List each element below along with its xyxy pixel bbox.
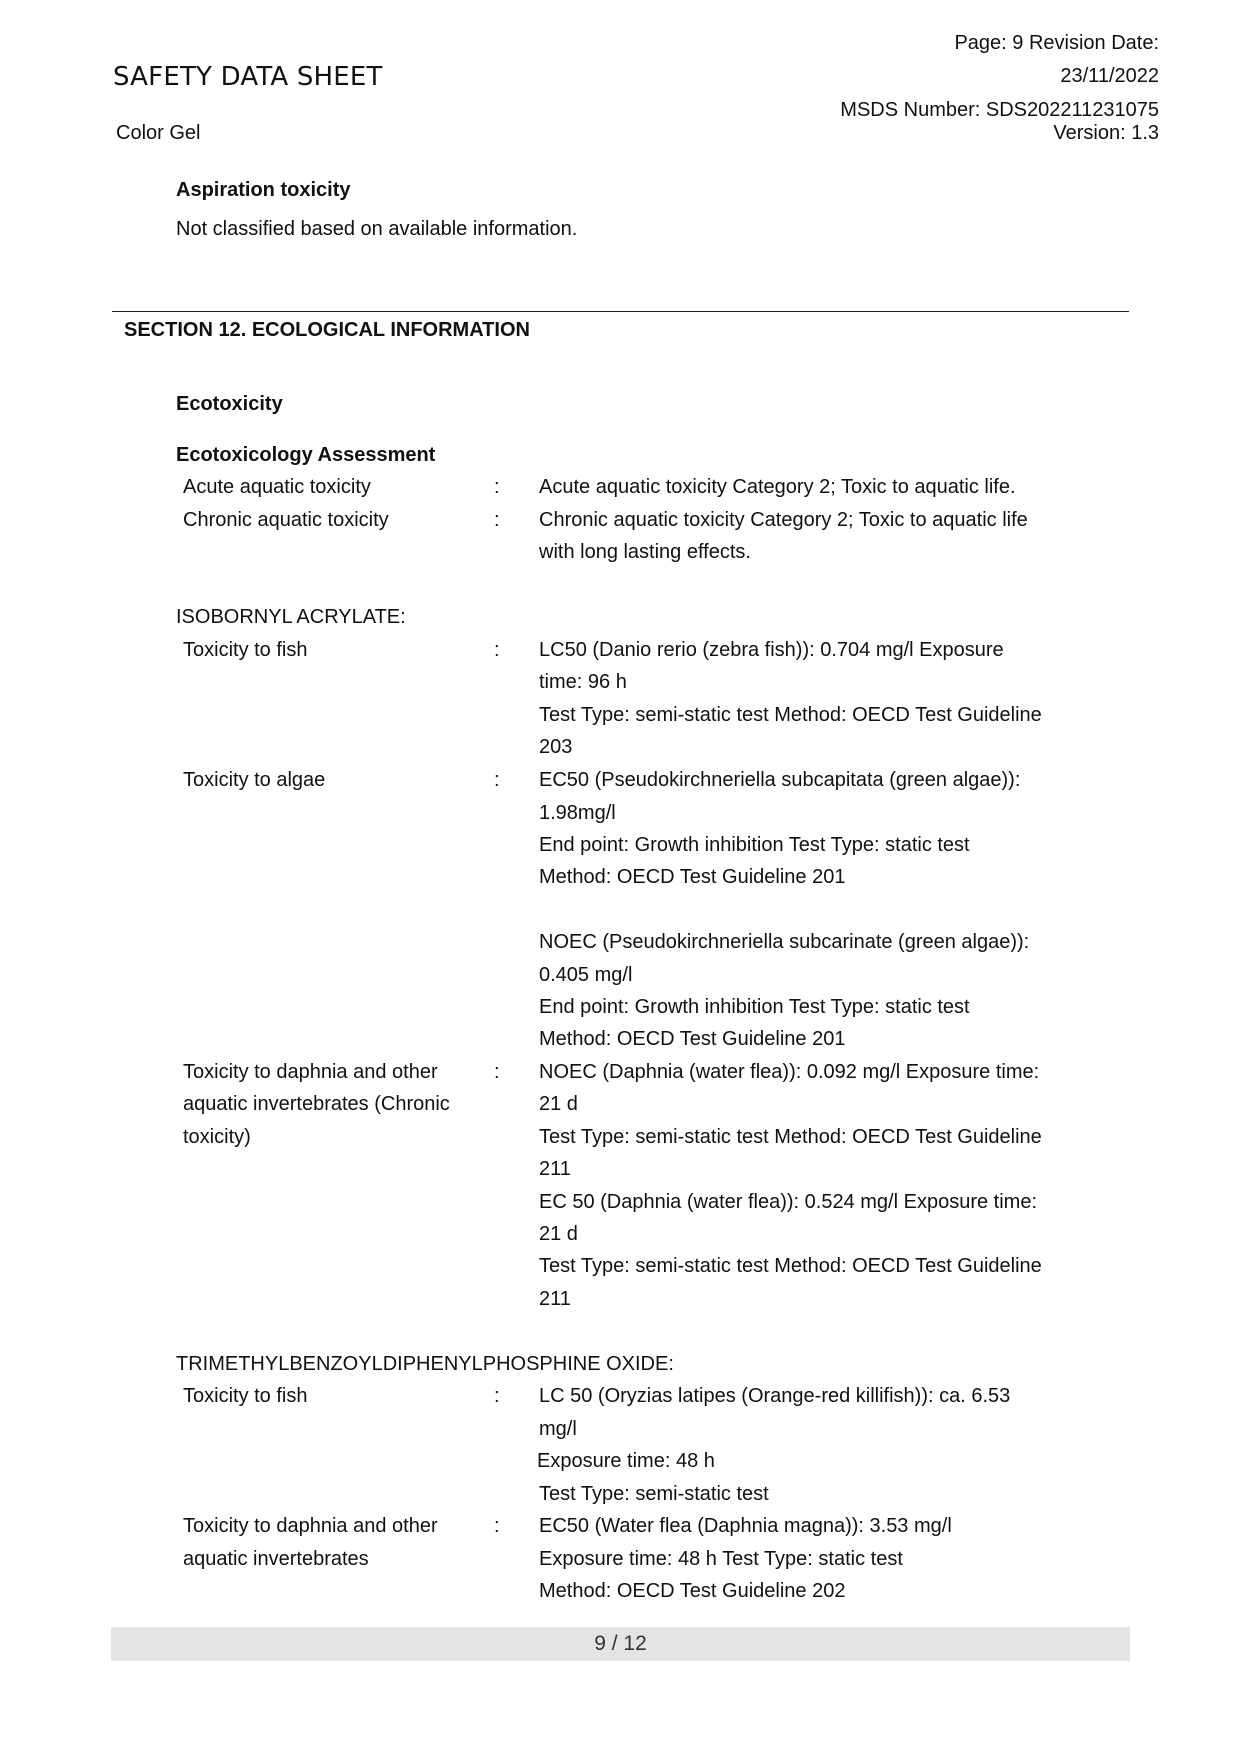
colon: : (494, 1061, 500, 1083)
colon: : (494, 1515, 500, 1537)
fish-toxicity-line: Exposure time: 48 h (537, 1450, 715, 1472)
section-12-title: SECTION 12. ECOLOGICAL INFORMATION (124, 319, 530, 341)
daphnia-toxicity-line: EC50 (Water flea (Daphnia magna)): 3.53 mg/l (539, 1515, 952, 1537)
ecotoxicity-heading: Ecotoxicity (176, 393, 283, 415)
fish-toxicity-label: Toxicity to fish (183, 639, 308, 661)
section-divider (112, 311, 1129, 312)
algae-toxicity-line: 1.98mg/l (539, 802, 616, 824)
version: Version: 1.3 (1053, 122, 1159, 144)
daphnia-toxicity-label: Toxicity to daphnia and other (183, 1061, 438, 1083)
msds-number: MSDS Number: SDS202211231075 (840, 99, 1159, 121)
algae-toxicity-line: End point: Growth inhibition Test Type: static test (539, 996, 970, 1018)
chronic-toxicity-value: Chronic aquatic toxicity Category 2; Toxic to aquatic life (539, 509, 1028, 531)
substance-name-trimethyl: TRIMETHYLBENZOYLDIPHENYLPHOSPHINE OXIDE: (176, 1353, 674, 1375)
product-name: Color Gel (116, 122, 201, 144)
page-revision-label: Page: 9 Revision Date: (954, 32, 1159, 54)
colon: : (494, 1385, 500, 1407)
page-counter: 9 / 12 (594, 1632, 647, 1655)
colon: : (494, 639, 500, 661)
algae-toxicity-line: Method: OECD Test Guideline 201 (539, 1028, 846, 1050)
aspiration-heading: Aspiration toxicity (176, 179, 351, 201)
algae-toxicity-line: Method: OECD Test Guideline 201 (539, 866, 846, 888)
daphnia-toxicity-line: 21 d (539, 1223, 578, 1245)
acute-toxicity-value: Acute aquatic toxicity Category 2; Toxic to aquatic life. (539, 476, 1016, 498)
daphnia-toxicity-line: Method: OECD Test Guideline 202 (539, 1580, 846, 1602)
fish-toxicity-line: 203 (539, 736, 573, 758)
daphnia-toxicity-line: 21 d (539, 1093, 578, 1115)
algae-toxicity-line: 0.405 mg/l (539, 964, 633, 986)
colon: : (494, 476, 500, 498)
daphnia-toxicity-label: aquatic invertebrates (Chronic (183, 1093, 450, 1115)
fish-toxicity-line: LC50 (Danio rerio (zebra fish)): 0.704 mg/l Exposure (539, 639, 1004, 661)
colon: : (494, 509, 500, 531)
document-title: SAFETY DATA SHEET (113, 62, 383, 92)
algae-toxicity-line: NOEC (Pseudokirchneriella subcarinate (green algae)): (539, 931, 1030, 953)
revision-date: 23/11/2022 (1060, 65, 1159, 87)
chronic-toxicity-label: Chronic aquatic toxicity (183, 509, 389, 531)
daphnia-toxicity-line: 211 (539, 1288, 571, 1310)
chronic-toxicity-value-cont: with long lasting effects. (539, 541, 751, 563)
acute-toxicity-label: Acute aquatic toxicity (183, 476, 371, 498)
daphnia-toxicity-line: Exposure time: 48 h Test Type: static test (539, 1548, 903, 1570)
substance-name-isobornyl: ISOBORNYL ACRYLATE: (176, 606, 406, 628)
daphnia-toxicity-label: toxicity) (183, 1126, 251, 1148)
daphnia-toxicity-label: Toxicity to daphnia and other (183, 1515, 438, 1537)
daphnia-toxicity-label: aquatic invertebrates (183, 1548, 369, 1570)
fish-toxicity-line: time: 96 h (539, 671, 627, 693)
daphnia-toxicity-line: EC 50 (Daphnia (water flea)): 0.524 mg/l Exposure time: (539, 1191, 1037, 1213)
algae-toxicity-label: Toxicity to algae (183, 769, 326, 791)
colon: : (494, 769, 500, 791)
daphnia-toxicity-line: NOEC (Daphnia (water flea)): 0.092 mg/l Exposure time: (539, 1061, 1040, 1083)
daphnia-toxicity-line: 211 (539, 1158, 571, 1180)
fish-toxicity-line: mg/l (539, 1418, 577, 1440)
algae-toxicity-line: EC50 (Pseudokirchneriella subcapitata (green algae)): (539, 769, 1021, 791)
fish-toxicity-line: Test Type: semi-static test Method: OECD Test Guideline (539, 704, 1042, 726)
algae-toxicity-line: End point: Growth inhibition Test Type: static test (539, 834, 970, 856)
fish-toxicity-label: Toxicity to fish (183, 1385, 308, 1407)
aspiration-text: Not classified based on available information. (176, 218, 578, 240)
daphnia-toxicity-line: Test Type: semi-static test Method: OECD Test Guideline (539, 1126, 1042, 1148)
assessment-heading: Ecotoxicology Assessment (176, 444, 436, 466)
daphnia-toxicity-line: Test Type: semi-static test Method: OECD Test Guideline (539, 1255, 1042, 1277)
page-footer (111, 1627, 1130, 1661)
fish-toxicity-line: LC 50 (Oryzias latipes (Orange-red killifish)): ca. 6.53 (539, 1385, 1011, 1407)
fish-toxicity-line: Test Type: semi-static test (539, 1483, 769, 1505)
